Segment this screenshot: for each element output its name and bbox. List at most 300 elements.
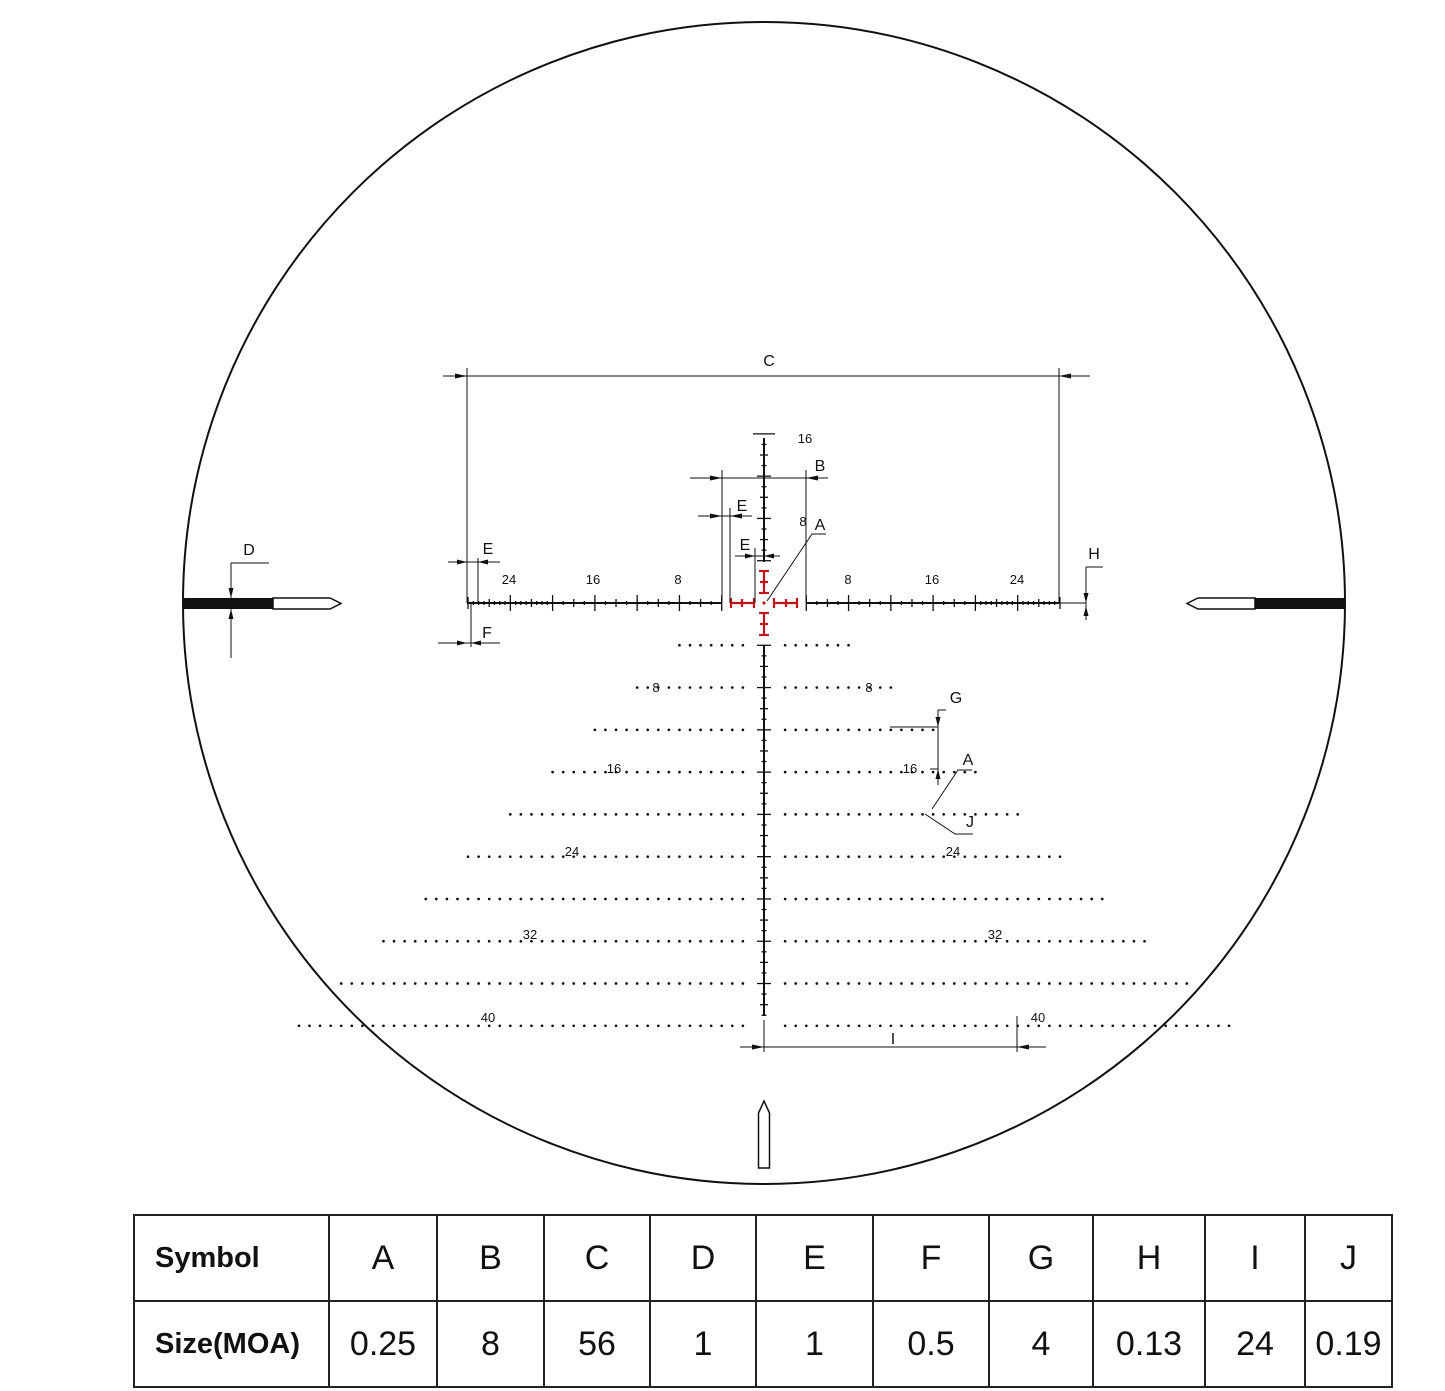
holdover-dot — [1027, 1024, 1030, 1027]
holdover-dot — [1090, 982, 1093, 985]
holdover-dot — [1175, 982, 1178, 985]
holdover-dot — [498, 855, 501, 858]
holdover-dot — [636, 982, 639, 985]
symbol-cell: A — [329, 1215, 437, 1301]
holdover-dot — [974, 898, 977, 901]
holdover-dot — [731, 771, 734, 774]
holdover-dot — [424, 898, 427, 901]
size-cell: 1 — [756, 1301, 873, 1387]
holdover-dot — [858, 813, 861, 816]
holdover-dot — [784, 728, 787, 731]
holdover-dot — [826, 813, 829, 816]
holdover-dot — [1228, 1024, 1231, 1027]
holdover-dot — [720, 898, 723, 901]
holdover-dot — [551, 982, 554, 985]
holdover-dot — [657, 982, 660, 985]
holdover-dot — [879, 982, 882, 985]
holdover-dot — [520, 982, 523, 985]
holdover-dot — [816, 644, 819, 647]
holdover-dot — [1217, 1024, 1220, 1027]
symbol-cell: H — [1093, 1215, 1205, 1301]
holdover-dot — [837, 898, 840, 901]
holdover-dot — [1133, 940, 1136, 943]
holdover-dot — [1185, 982, 1188, 985]
holdover-dot — [594, 898, 597, 901]
holdover-dot — [551, 771, 554, 774]
holdover-dot — [382, 940, 385, 943]
holdover-dot — [1059, 982, 1062, 985]
holdover-dot — [594, 771, 597, 774]
holdover-dot — [678, 813, 681, 816]
holdover-dot — [868, 728, 871, 731]
holdover-dot — [942, 771, 945, 774]
holdover-dot — [921, 728, 924, 731]
holdover-dot — [1080, 982, 1083, 985]
size-cell: 24 — [1205, 1301, 1305, 1387]
symbol-cell: G — [989, 1215, 1093, 1301]
holdover-dot — [382, 982, 385, 985]
holdover-dot — [403, 982, 406, 985]
dim-label-g: G — [949, 690, 963, 707]
holdover-dot — [837, 771, 840, 774]
holdover-dot — [985, 813, 988, 816]
holdover-dot — [689, 1024, 692, 1027]
dim-label-a: A — [814, 517, 826, 534]
holdover-dot — [668, 940, 671, 943]
holdover-dot — [699, 855, 702, 858]
holdover-dot — [794, 686, 797, 689]
holdover-dot — [889, 855, 892, 858]
holdover-dot — [625, 855, 628, 858]
holdover-dot — [710, 813, 713, 816]
holdover-dot — [1080, 1024, 1083, 1027]
holdover-dot — [1164, 1024, 1167, 1027]
holdover-dot — [1080, 940, 1083, 943]
holdover-dot — [657, 898, 660, 901]
holdover-dot — [668, 686, 671, 689]
holdover-dot — [615, 813, 618, 816]
holdover-dot — [1027, 898, 1030, 901]
holdover-dot — [858, 771, 861, 774]
holdover-dot — [509, 940, 512, 943]
holdover-dot — [562, 898, 565, 901]
holdover-dot — [1027, 940, 1030, 943]
holdover-dot — [963, 1024, 966, 1027]
holdover-dot — [541, 940, 544, 943]
holdover-dot — [837, 813, 840, 816]
holdover-dot — [942, 1024, 945, 1027]
size-cell: 1 — [650, 1301, 756, 1387]
holdover-dot — [731, 855, 734, 858]
holdover-dot — [932, 982, 935, 985]
holdover-dot — [562, 771, 565, 774]
left-post — [183, 598, 341, 609]
holdover-dot — [921, 855, 924, 858]
holdover-dot — [889, 940, 892, 943]
holdover-dot — [678, 855, 681, 858]
holdover-dot — [551, 855, 554, 858]
holdover-dot — [689, 771, 692, 774]
holdover-dot — [424, 1024, 427, 1027]
dimension-labels — [243, 353, 1100, 1048]
holdover-dot — [1006, 855, 1009, 858]
holdover-dot — [932, 855, 935, 858]
holdover-dot — [974, 771, 977, 774]
symbol-cell: J — [1305, 1215, 1392, 1301]
holdover-dot — [710, 644, 713, 647]
holdover-dot — [995, 898, 998, 901]
holdover-dot — [657, 940, 660, 943]
holdover-dot — [530, 813, 533, 816]
holdover-dot — [837, 1024, 840, 1027]
holdover-dot — [1006, 813, 1009, 816]
holdover-dot — [847, 813, 850, 816]
holdover-dot — [467, 982, 470, 985]
holdover-dot — [805, 982, 808, 985]
holdover-dot — [1006, 1024, 1009, 1027]
holdover-dot — [974, 982, 977, 985]
holdover-dot — [361, 982, 364, 985]
holdover-dot — [615, 855, 618, 858]
holdover-dot — [742, 898, 745, 901]
holdover-dot — [826, 728, 829, 731]
holdover-dot — [646, 855, 649, 858]
h-label-right-16: 16 — [924, 572, 940, 587]
holdover-dot — [350, 1024, 353, 1027]
holdover-dot — [689, 813, 692, 816]
holdover-dot — [858, 898, 861, 901]
holdover-dot — [963, 898, 966, 901]
holdover-dot — [668, 855, 671, 858]
holdover-dot — [1090, 1024, 1093, 1027]
holdover-dot — [879, 686, 882, 689]
holdover-dot — [784, 1024, 787, 1027]
holdover-dot — [953, 898, 956, 901]
holdover-dot — [562, 940, 565, 943]
holdover-dot — [1080, 898, 1083, 901]
dim-label-e3: E — [482, 541, 494, 558]
holdover-dot — [742, 813, 745, 816]
holdover-dot — [625, 813, 628, 816]
bottom-post — [759, 1101, 770, 1168]
holdover-dot — [678, 940, 681, 943]
holdover-dot — [985, 1024, 988, 1027]
holdover-dot — [456, 940, 459, 943]
holdover-dot — [995, 1024, 998, 1027]
holdover-dot — [974, 940, 977, 943]
holdover-dot — [889, 1024, 892, 1027]
holdover-dot — [551, 813, 554, 816]
holdover-dot — [572, 982, 575, 985]
holdover-dot — [816, 982, 819, 985]
holdover-dot — [784, 686, 787, 689]
holdover-dot — [1059, 855, 1062, 858]
holdover-dot — [541, 1024, 544, 1027]
holdover-dot — [699, 940, 702, 943]
holdover-dot — [456, 1024, 459, 1027]
right-post — [1187, 598, 1345, 609]
holdover-dot — [594, 813, 597, 816]
symbol-row — [134, 1215, 1392, 1301]
holdover-dot — [1069, 982, 1072, 985]
holdover-dot — [636, 728, 639, 731]
holdover-dot — [583, 771, 586, 774]
holdover-dot — [911, 982, 914, 985]
size-cell: 0.19 — [1305, 1301, 1392, 1387]
holdover-dot — [1006, 898, 1009, 901]
holdover-dot — [900, 813, 903, 816]
holdover-dot — [911, 813, 914, 816]
holdover-dot — [963, 855, 966, 858]
holdover-dot — [720, 771, 723, 774]
holdover-dot — [583, 813, 586, 816]
holdover-dot — [446, 940, 449, 943]
holdover-dot — [604, 982, 607, 985]
holdover-dot — [414, 1024, 417, 1027]
holdover-dot — [879, 728, 882, 731]
holdover-dot — [1101, 982, 1104, 985]
spec-table — [133, 1214, 1393, 1388]
holdover-dot — [1059, 898, 1062, 901]
symbol-cell: I — [1205, 1215, 1305, 1301]
holdover-dot — [710, 982, 713, 985]
holdover-dot — [963, 940, 966, 943]
holdover-dot — [942, 940, 945, 943]
holdover-dot — [985, 982, 988, 985]
holdover-dot — [1069, 940, 1072, 943]
symbol-cell: B — [437, 1215, 544, 1301]
holdover-dot — [889, 813, 892, 816]
holdover-dot — [668, 728, 671, 731]
holdover-dot — [1016, 940, 1019, 943]
holdover-dot — [530, 855, 533, 858]
holdover-dot — [594, 940, 597, 943]
dimension-arrows — [229, 374, 1089, 1050]
holdover-dot — [889, 728, 892, 731]
holdover-dot — [942, 855, 945, 858]
holdover-dot — [868, 940, 871, 943]
holdover-dot — [847, 855, 850, 858]
holdover-dot — [889, 771, 892, 774]
holdover-dot — [742, 771, 745, 774]
holdover-dot — [636, 686, 639, 689]
h-label-right-8: 8 — [844, 572, 852, 587]
holdover-dot — [995, 982, 998, 985]
dim-label-j: J — [966, 814, 974, 831]
holdover-dot — [477, 1024, 480, 1027]
dimension-annotations — [231, 368, 1103, 1052]
holdover-dot — [953, 940, 956, 943]
holdover-dot — [731, 1024, 734, 1027]
holdover-dot — [414, 940, 417, 943]
holdover-dot — [1101, 898, 1104, 901]
holdover-dot — [604, 940, 607, 943]
holdover-dot — [805, 1024, 808, 1027]
holdover-dot — [435, 1024, 438, 1027]
holdover-dot — [657, 771, 660, 774]
holdover-dot — [467, 898, 470, 901]
holdover-dot — [974, 855, 977, 858]
holdover-dot — [816, 940, 819, 943]
holdover-dot — [372, 1024, 375, 1027]
holdover-dot — [847, 644, 850, 647]
size-cell: 0.13 — [1093, 1301, 1205, 1387]
size-cell: 4 — [989, 1301, 1093, 1387]
holdover-dot — [1154, 1024, 1157, 1027]
holdover-dot — [467, 940, 470, 943]
dim-label-d: D — [243, 542, 255, 559]
holdover-dot — [393, 1024, 396, 1027]
holdover-dot — [551, 1024, 554, 1027]
holdover-dot — [1006, 982, 1009, 985]
holdover-dot — [636, 813, 639, 816]
holdover-dot — [847, 898, 850, 901]
holdover-dot — [604, 855, 607, 858]
holdover-dot — [731, 728, 734, 731]
holdover-dot — [911, 1024, 914, 1027]
size-cell: 0.25 — [329, 1301, 437, 1387]
h-label-right-24: 24 — [1009, 572, 1025, 587]
holdover-dot — [784, 813, 787, 816]
holdover-dot — [583, 855, 586, 858]
h-label-left-16: 16 — [585, 572, 601, 587]
size-cell: 8 — [437, 1301, 544, 1387]
holdover-dot — [868, 982, 871, 985]
holdover-dot — [646, 1024, 649, 1027]
holdover-dot — [1048, 898, 1051, 901]
dim-label-f: F — [482, 625, 492, 642]
holdover-dot — [1143, 940, 1146, 943]
holdover-dot — [498, 898, 501, 901]
holdover-dot — [551, 940, 554, 943]
row-label-left-8: 8 — [652, 680, 660, 695]
holdover-dot — [879, 898, 882, 901]
holdover-dot — [488, 898, 491, 901]
holdover-dot — [921, 813, 924, 816]
holdover-dot — [446, 898, 449, 901]
holdover-dot — [794, 940, 797, 943]
holdover-dot — [1090, 898, 1093, 901]
holdover-dot — [953, 813, 956, 816]
holdover-dot — [456, 982, 459, 985]
holdover-dot — [636, 898, 639, 901]
holdover-dot — [541, 855, 544, 858]
holdover-dot — [794, 771, 797, 774]
holdover-dot — [985, 898, 988, 901]
size-cell: 0.5 — [873, 1301, 989, 1387]
dim-label-e2: E — [739, 537, 751, 554]
holdover-dot — [646, 940, 649, 943]
holdover-dot — [562, 813, 565, 816]
holdover-dot — [826, 644, 829, 647]
holdover-dot — [858, 728, 861, 731]
holdover-dot — [879, 855, 882, 858]
holdover-dot — [551, 898, 554, 901]
holdover-dot — [1133, 1024, 1136, 1027]
holdover-dot — [1154, 982, 1157, 985]
vertical-tick-labels — [798, 431, 812, 529]
holdover-dot — [995, 855, 998, 858]
holdover-dot — [889, 898, 892, 901]
holdover-dot — [710, 940, 713, 943]
size-cell: 56 — [544, 1301, 650, 1387]
holdover-dot — [615, 940, 618, 943]
holdover-dot — [678, 1024, 681, 1027]
holdover-dot — [583, 940, 586, 943]
holdover-dot — [668, 1024, 671, 1027]
row-label-left-40: 40 — [480, 1010, 496, 1025]
holdover-dot — [488, 940, 491, 943]
holdover-dot — [403, 940, 406, 943]
row-label-right-16: 16 — [902, 761, 918, 776]
holdover-dot — [329, 1024, 332, 1027]
holdover-dot — [858, 686, 861, 689]
holdover-dot — [858, 982, 861, 985]
holdover-dot — [837, 940, 840, 943]
holdover-dot — [393, 982, 396, 985]
h-label-left-24: 24 — [501, 572, 517, 587]
holdover-dot — [678, 982, 681, 985]
holdover-dot — [498, 940, 501, 943]
holdover-dot — [572, 940, 575, 943]
holdover-dot — [889, 686, 892, 689]
holdover-dot — [974, 813, 977, 816]
holdover-dot — [816, 898, 819, 901]
holdover-dot — [625, 1024, 628, 1027]
holdover-dot — [1133, 982, 1136, 985]
holdover-dot — [794, 1024, 797, 1027]
holdover-dot — [646, 771, 649, 774]
holdover-dot — [699, 644, 702, 647]
holdover-dot — [805, 644, 808, 647]
holdover-dot — [868, 771, 871, 774]
holdover-dot — [932, 813, 935, 816]
holdover-dot — [520, 898, 523, 901]
holdover-dot — [435, 982, 438, 985]
holdover-dot — [731, 982, 734, 985]
holdover-dot — [784, 940, 787, 943]
holdover-dot — [784, 771, 787, 774]
holdover-dot — [879, 940, 882, 943]
holdover-dot — [837, 644, 840, 647]
holdover-dot — [847, 728, 850, 731]
holdover-dot — [699, 898, 702, 901]
holdover-dot — [911, 898, 914, 901]
holdover-dot — [784, 898, 787, 901]
symbol-cell: E — [756, 1215, 873, 1301]
holdover-dot — [720, 1024, 723, 1027]
holdover-dot — [625, 940, 628, 943]
holdover-dot — [932, 1024, 935, 1027]
holdover-dot — [742, 940, 745, 943]
holdover-dot — [784, 644, 787, 647]
holdover-dot — [847, 940, 850, 943]
holdover-dot — [530, 982, 533, 985]
holdover-dot — [1196, 1024, 1199, 1027]
holdover-dot — [361, 1024, 364, 1027]
holdover-dot — [837, 855, 840, 858]
center-dot — [762, 601, 765, 604]
holdover-dot — [710, 771, 713, 774]
v-label-8: 8 — [799, 514, 807, 529]
holdover-dot — [689, 728, 692, 731]
row-label-left-24: 24 — [564, 844, 580, 859]
holdover-dot — [625, 982, 628, 985]
holdover-dot — [837, 686, 840, 689]
holdover-dot — [1006, 940, 1009, 943]
holdover-dot — [826, 898, 829, 901]
holdover-dot — [699, 1024, 702, 1027]
